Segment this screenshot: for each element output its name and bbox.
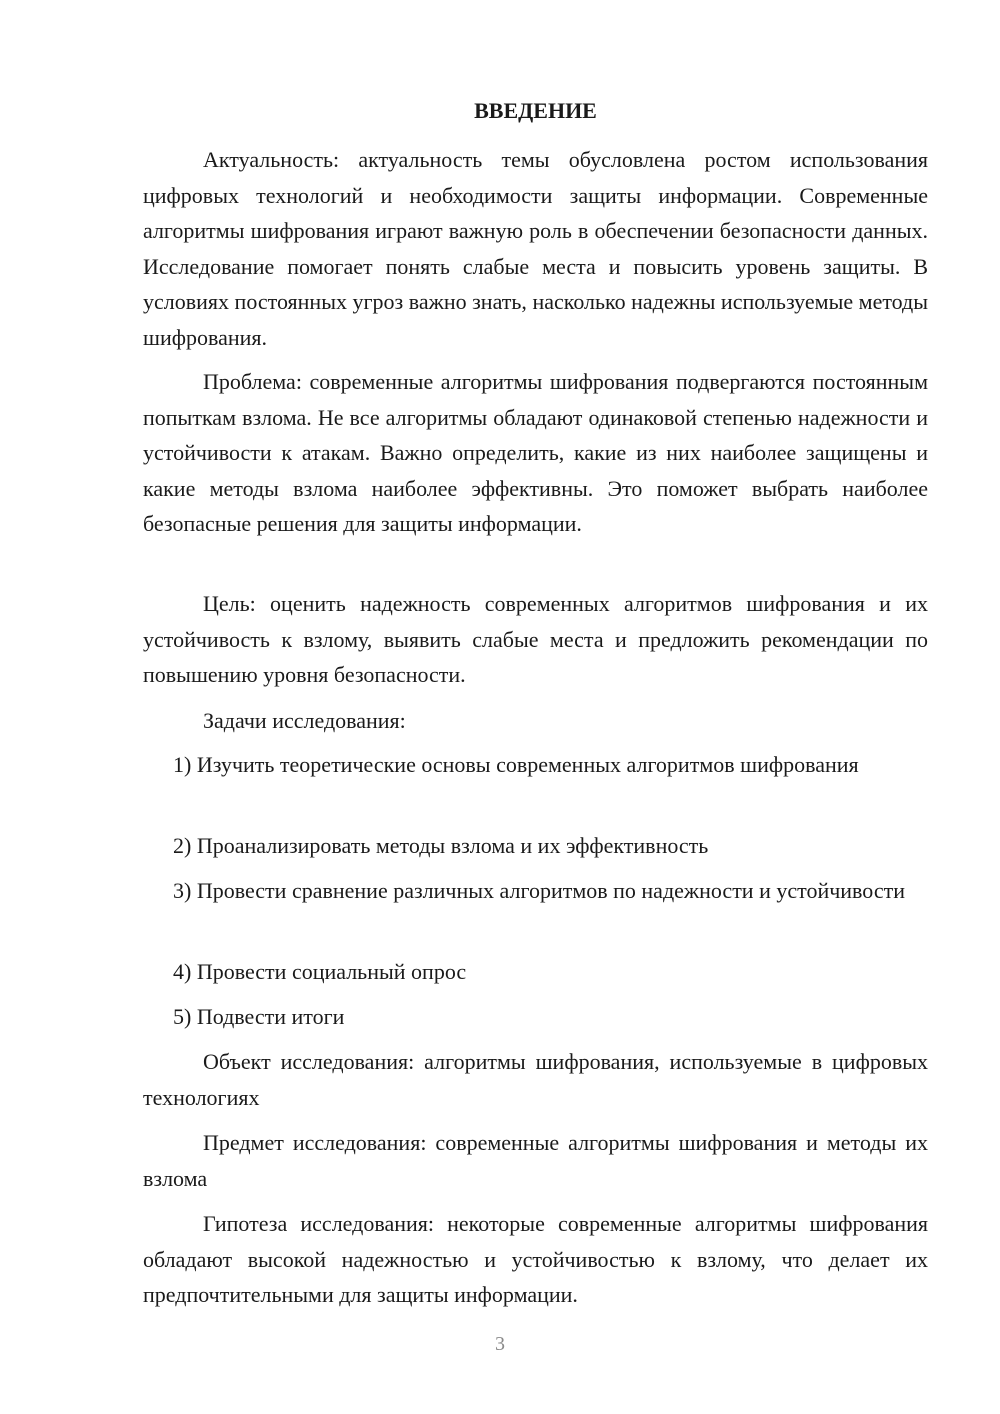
paragraph-tasks-heading: Задачи исследования: (203, 708, 406, 733)
paragraph-hypothesis: Гипотеза исследования: некоторые современные алгоритмы шифрования обладают высокой надежностью и устойчивостью к взлому, что делает их предпочтительными для защиты информации. (143, 1211, 928, 1307)
paragraph-subject: Предмет исследования: современные алгоритмы шифрования и методы их взлома (143, 1130, 928, 1191)
paragraph-goal: Цель: оценить надежность современных алгоритмов шифрования и их устойчивость к взлому, выявить слабые места и предложить рекомендации по повышению уровня безопасности. (143, 591, 928, 687)
paragraph-relevance: Актуальность: актуальность темы обусловлена ростом использования цифровых технологий и необходимости защиты информации. Современные алгоритмы шифрования играют важную роль в обеспечении безопасности данных. Исследование помогает понять слабые места и повысить уровень защиты. В условиях постоянных угроз важно знать, насколько надежны используемые методы шифрования. (143, 147, 928, 350)
page-number: 3 (495, 1333, 505, 1355)
task-item-4: 4) Провести социальный опрос (173, 959, 467, 984)
task-item-5: 5) Подвести итоги (173, 1004, 345, 1029)
page-title: ВВЕДЕНИЕ (474, 98, 597, 123)
task-item-3: 3) Провести сравнение различных алгоритмов по надежности и устойчивости (173, 878, 905, 903)
task-item-1: 1) Изучить теоретические основы современных алгоритмов шифрования (173, 752, 859, 777)
task-item-2: 2) Проанализировать методы взлома и их эффективность (173, 833, 709, 858)
paragraph-problem: Проблема: современные алгоритмы шифрования подвергаются постоянным попыткам взлома. Не все алгоритмы обладают одинаковой степенью надежности и устойчивости к атакам. Важно определить, какие из них наиболее защищены и какие методы взлома наиболее эффективны. Это поможет выбрать наиболее безопасные решения для защиты информации. (143, 369, 928, 536)
paragraph-object: Объект исследования: алгоритмы шифрования, используемые в цифровых технологиях (143, 1049, 928, 1110)
